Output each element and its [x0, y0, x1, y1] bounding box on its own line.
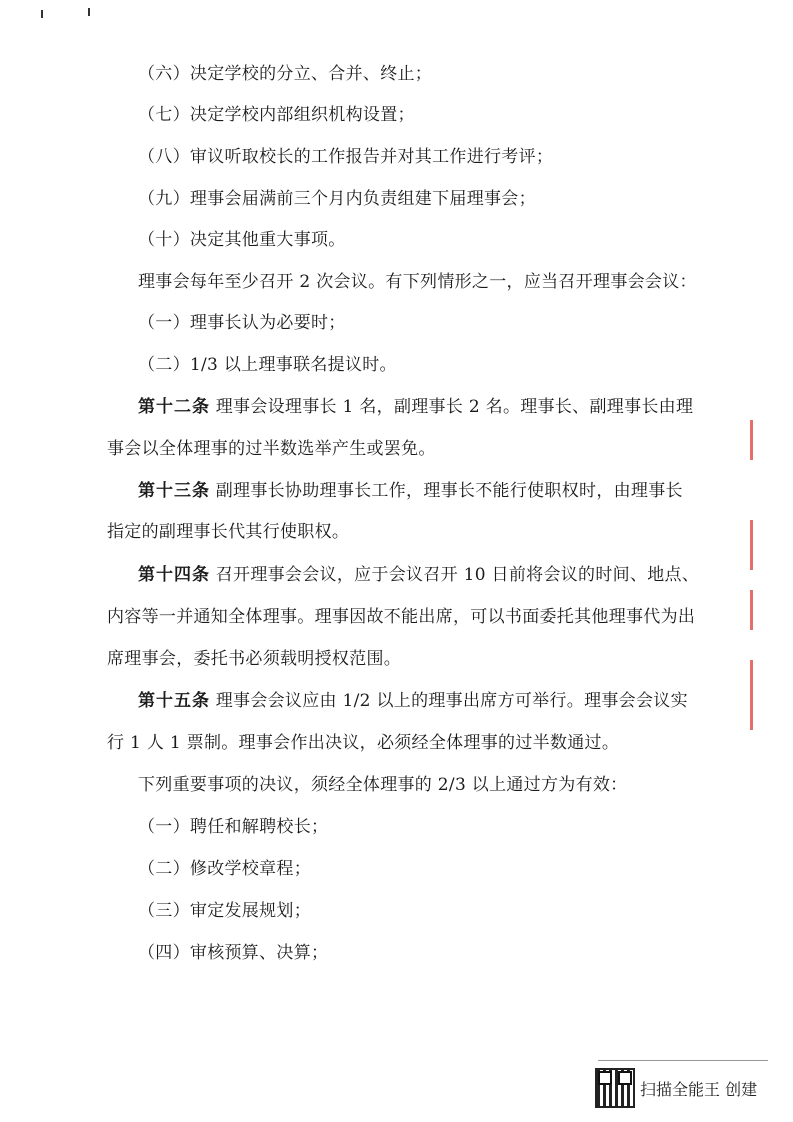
- article-13-line-2: 指定的副理事长代其行使职权。: [107, 522, 350, 542]
- major-item: （三）审定发展规划；: [138, 901, 311, 921]
- article-label: 第十四条: [138, 565, 210, 585]
- article-text: 副理事长协助理事长工作，理事长不能行使职权时，由理事长: [215, 481, 683, 501]
- seal-edge-mark: [750, 590, 793, 630]
- article-text: 理事会设理事长 1 名，副理事长 2 名。理事长、副理事长由理: [215, 397, 694, 417]
- article-label: 第十二条: [138, 397, 210, 417]
- article-label: 第十三条: [138, 481, 210, 501]
- footer-divider: [598, 1060, 768, 1061]
- seal-edge-mark: [750, 660, 793, 730]
- article-14-line-1: [138, 564, 699, 586]
- text-line: （十）决定其他重大事项。: [138, 230, 346, 250]
- article-text: 召开理事会会议，应于会议召开 10 日前将会议的时间、地点、: [215, 565, 700, 585]
- major-item: （二）修改学校章程；: [138, 859, 311, 879]
- article-text: 理事会会议应由 1/2 以上的理事出席方可举行。理事会会议实: [215, 691, 688, 711]
- text-line: （七）决定学校内部组织机构设置；: [138, 105, 415, 125]
- text-line: （六）决定学校的分立、合并、终止；: [138, 64, 433, 84]
- major-items-intro: 下列重要事项的决议，须经全体理事的 2/3 以上通过方为有效：: [138, 775, 628, 795]
- text-line: （二）1/3 以上理事联名提议时。: [138, 355, 397, 375]
- scan-mark: [41, 10, 43, 18]
- article-12-line-2: 事会以全体理事的过半数选举产生或罢免。: [107, 439, 436, 459]
- scanner-watermark: 扫描全能王 创建: [640, 1080, 758, 1099]
- scan-mark: [88, 8, 90, 16]
- major-item: （四）审核预算、决算；: [138, 943, 329, 963]
- article-15-line-1: [138, 690, 688, 712]
- seal-edge-mark: [750, 520, 793, 570]
- article-14-line-3: 席理事会，委托书必须载明授权范围。: [107, 649, 402, 669]
- article-12-line-1: [138, 396, 693, 418]
- text-line: （一）理事长认为必要时；: [138, 313, 346, 333]
- text-line: 理事会每年至少召开 2 次会议。有下列情形之一，应当召开理事会会议：: [138, 272, 697, 292]
- article-14-line-2: 内容等一并通知全体理事。理事因故不能出席，可以书面委托其他理事代为出: [107, 607, 696, 627]
- major-item: （一）聘任和解聘校长；: [138, 817, 329, 837]
- article-15-line-2: 行 1 人 1 票制。理事会作出决议，必须经全体理事的过半数通过。: [107, 733, 620, 753]
- article-13-line-1: [138, 480, 683, 502]
- qr-code-icon: [597, 1070, 633, 1106]
- seal-edge-mark: [750, 420, 793, 460]
- article-label: 第十五条: [138, 691, 210, 711]
- text-line: （八）审议听取校长的工作报告并对其工作进行考评；: [138, 147, 554, 167]
- text-line: （九）理事会届满前三个月内负责组建下届理事会；: [138, 189, 536, 209]
